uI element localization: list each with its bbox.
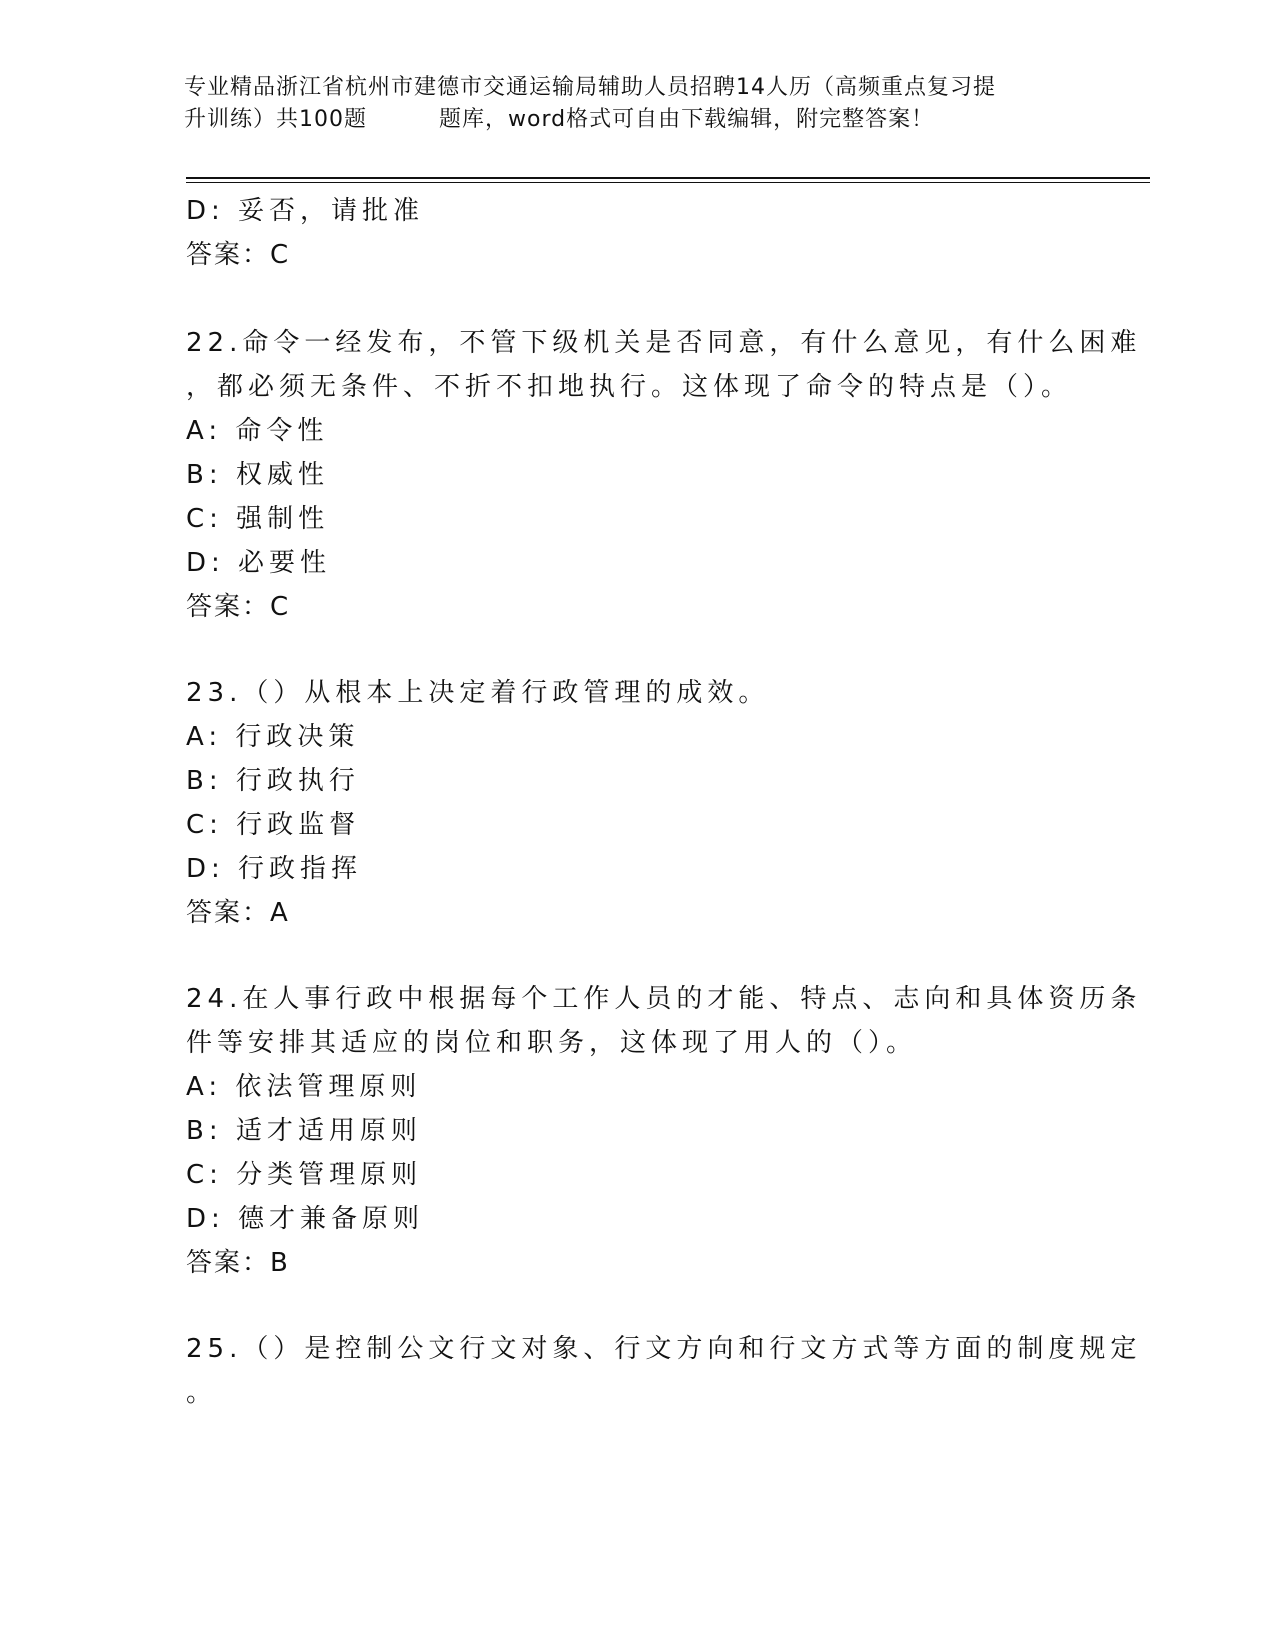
q23-option-d: D: 行政指挥 [186,854,363,884]
prev-option-d: D: 妥否，请批准 [186,196,425,226]
header-divider-thin [186,182,1150,183]
q22-stem-line-1: 22.命令一经发布，不管下级机关是否同意，有什么意见，有什么困难 [186,328,1142,358]
q24-stem-line-1: 24.在人事行政中根据每个工作人员的才能、特点、志向和具体资历条 [186,984,1142,1014]
q23-answer: 答案：A [186,898,290,928]
q25-stem-line-2: 。 [186,1378,218,1408]
q24-option-c: C: 分类管理原则 [186,1160,423,1190]
q25-stem-line-1: 25.（）是控制公文行文对象、行文方向和行文方式等方面的制度规定 [186,1334,1142,1364]
header-line-2-left: 升训练）共100题 [184,107,367,132]
page-header [184,72,1084,136]
q22-answer: 答案：C [186,592,291,622]
q23-option-c: C: 行政监督 [186,810,361,840]
prev-answer: 答案：C [186,240,291,270]
header-line-2-right: 题库，word格式可自由下载编辑，附完整答案！ [439,107,935,132]
q22-option-b: B: 权威性 [186,460,329,490]
header-line-2 [184,104,1084,136]
q22-option-a: A: 命令性 [186,416,329,446]
q22-option-d: D: 必要性 [186,548,332,578]
q24-answer: 答案：B [186,1248,290,1278]
header-divider-thick [186,177,1150,179]
header-line-1: 专业精品浙江省杭州市建德市交通运输局辅助人员招聘14人历（高频重点复习提 [184,75,996,100]
q24-stem-line-2: 件等安排其适应的岗位和职务，这体现了用人的（）。 [186,1028,918,1058]
q22-stem-line-2: ，都必须无条件、不折不扣地执行。这体现了命令的特点是（）。 [186,372,1073,402]
q23-stem-line-1: 23.（）从根本上决定着行政管理的成效。 [186,678,770,708]
q24-option-d: D: 德才兼备原则 [186,1204,425,1234]
q23-option-a: A: 行政决策 [186,722,360,752]
q23-option-b: B: 行政执行 [186,766,360,796]
q24-option-a: A: 依法管理原则 [186,1072,422,1102]
q22-option-c: C: 强制性 [186,504,330,534]
q24-option-b: B: 适才适用原则 [186,1116,422,1146]
